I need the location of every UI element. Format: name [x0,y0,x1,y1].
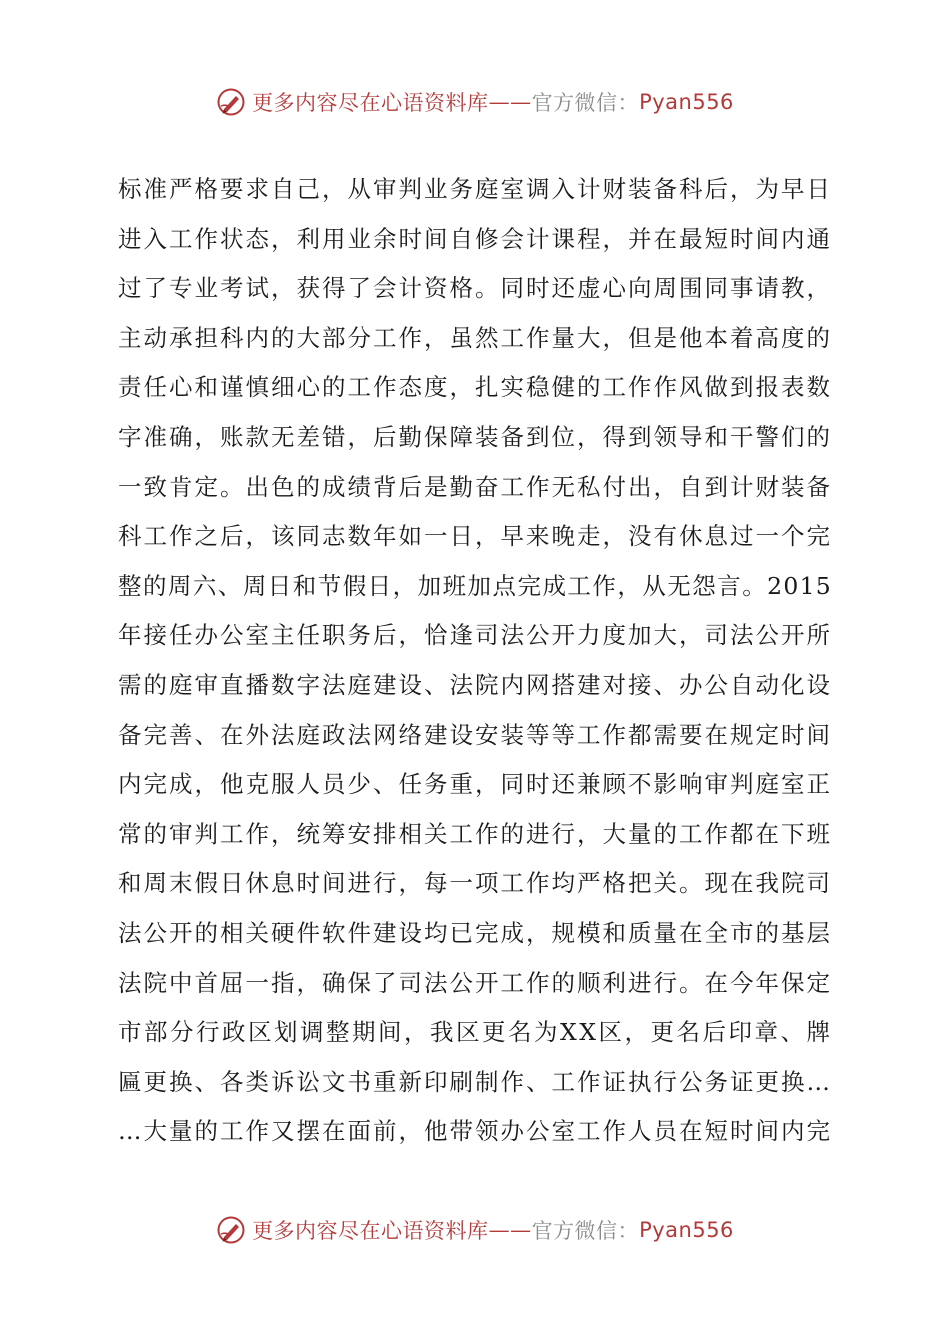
footer-brand: 更多内容尽在心语资料库 [252,1219,489,1243]
text-line: 法院中首屈一指，确保了司法公开工作的顺利进行。在今年保定 [118,968,832,997]
text-line: 匾更换、各类诉讼文书重新印刷制作、工作证执行公务证更换… [118,1067,832,1096]
text-line: 整的周六、周日和节假日，加班加点完成工作，从无怨言。2015 [118,571,832,600]
header-brand: 更多内容尽在心语资料库 [252,91,489,115]
body-text [118,165,832,1157]
text-line: 内完成，他克服人员少、任务重，同时还兼顾不影响审判庭室正 [118,770,832,799]
text-line: 主动承担科内的大部分工作，虽然工作量大，但是他本着高度的 [118,323,832,352]
text-line: 市部分行政区划调整期间，我区更名为XX区，更名后印章、牌 [118,1018,833,1047]
footer-wechat-label: 官方微信： [531,1219,640,1243]
header-wechat-id: Pyan556 [639,90,734,114]
footer-banner [0,1210,950,1250]
pen-logo-icon [216,87,246,117]
text-line: 和周末假日休息时间进行，每一项工作均严格把关。现在我院司 [118,869,832,898]
text-line: 法公开的相关硬件软件建设均已完成，规模和质量在全市的基层 [118,918,832,947]
header-separator: —— [488,90,532,114]
text-line: 责任心和谨慎细心的工作态度，扎实稳健的工作作风做到报表数 [118,373,832,402]
text-line: 进入工作状态，利用业余时间自修会计课程，并在最短时间内通 [118,224,832,253]
header-banner [0,82,950,122]
pen-logo-icon [216,1215,246,1245]
text-line: 标准严格要求自己，从审判业务庭室调入计财装备科后，为早日 [118,175,832,203]
text-line: …大量的工作又摆在面前，他带领办公室工作人员在短时间内完 [118,1117,832,1146]
text-line: 一致肯定。出色的成绩背后是勤奋工作无私付出，自到计财装备 [118,472,832,501]
footer-separator: —— [488,1218,532,1242]
text-line: 常的审判工作，统筹安排相关工作的进行，大量的工作都在下班 [118,819,832,848]
text-line: 字准确，账款无差错，后勤保障装备到位，得到领导和干警们的 [118,422,832,451]
text-line: 过了专业考试，获得了会计资格。同时还虚心向周围同事请教， [118,274,832,303]
text-line: 年接任办公室主任职务后，恰逢司法公开力度加大，司法公开所 [118,621,832,650]
footer-wechat-id: Pyan556 [639,1218,734,1242]
text-line: 备完善、在外法庭政法网络建设安装等等工作都需要在规定时间 [118,720,832,749]
text-line: 需的庭审直播数字法庭建设、法院内网搭建对接、办公自动化设 [118,670,832,699]
header-wechat-label: 官方微信： [531,91,640,115]
text-line: 科工作之后，该同志数年如一日，早来晚走，没有休息过一个完 [118,522,832,551]
